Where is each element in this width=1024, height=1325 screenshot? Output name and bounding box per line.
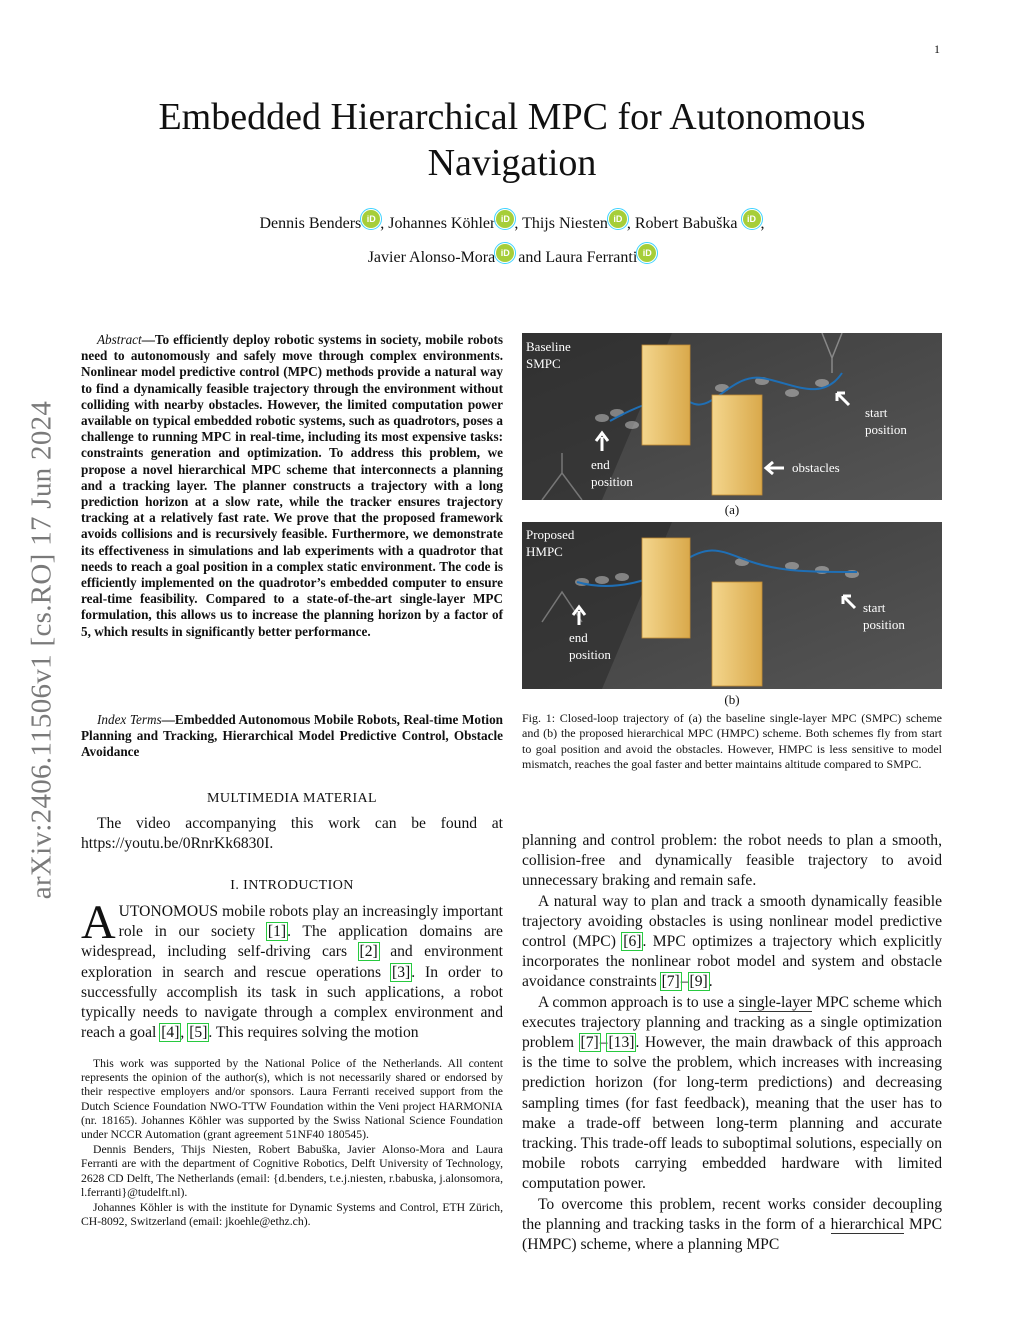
right-column-text: [522, 831, 942, 1255]
paragraph-text: MPC scheme which executes trajectory planning and tracking as a single optimization problem: [522, 993, 942, 1052]
abstract-text: —To efficiently deploy robotic systems in society, mobile robots need to autonomously and safely move through complex environments. Nonlinear model predictive control (MPC) methods provide a natural way to find a dynamically feasible trajectory through the environment without colliding with nearby obstacles. However, the limited computation power available on typical embedded robotic systems, such as quadrotors, poses a challenge to running MPC in real-time, including its most expensive tasks: constraints generation and optimization. To address this problem, we propose a novel hierarchical MPC scheme that interconnects a planning and a tracking layer. The planner constructs a trajectory with a long prediction horizon at a slow rate, while the tracker ensures trajectory tracking at a relatively fast rate. We prove that the proposed framework avoids collisions and is recursively feasible. Furthermore, we demonstrate its effectiveness in simulations and lab experiments with a quadrotor that needs to reach a goal position in a complex static environment. The code is efficiently implemented on the quadrotor’s embedded computer to ensure real-time feasibility. Compared to a state-of-the-art single-layer MPC formulation, this allows us to increase the planning horizon by a factor of 5, which results in significantly better performance.: [81, 332, 503, 639]
paragraph-text: A common approach is to use a: [538, 993, 739, 1011]
start-label-line-1: start: [865, 405, 888, 420]
index-terms-text: —Embedded Autonomous Mobile Robots, Real-time Motion Planning and Tracking, Hierarchical Model Predictive Control, Obstacle Avoidance: [81, 712, 503, 760]
underlined-term: single-layer: [738, 993, 813, 1011]
figure-b-tag-line-1: Proposed: [526, 527, 575, 542]
footnote-affiliation-eth: Johannes Köhler is with the institute for Dynamic Systems and Control, ETH Zürich, CH-8092, Switzerland (email: jkoehle@ethz.ch).: [81, 1201, 503, 1229]
page-number: 1: [934, 42, 940, 56]
author-name: Johannes Köhler: [388, 215, 496, 232]
figure-b-tag-line-2: HMPC: [526, 544, 563, 559]
figure-caption: Fig. 1: Closed-loop trajectory of (a) the baseline single-layer MPC (SMPC) scheme and (b) the proposed hierarchical MPC (HMPC) scheme. Both schemes fly from start to goal position and avoid the obstacles. However, HMPC is less sensitive to model mismatch, reaches the goal faster and better maintains altitude compared to SMPC.: [522, 711, 942, 771]
citation-link[interactable]: [13]: [608, 1034, 635, 1052]
paragraph: [522, 892, 942, 993]
paragraph-text: A natural way to plan and track a smooth dynamically feasible trajectory avoiding obstacles is using nonlinear model predictive control (MPC): [522, 892, 942, 951]
footnotes: [81, 1057, 503, 1230]
orcid-icon[interactable]: iD: [743, 210, 761, 228]
abstract: [81, 332, 503, 640]
orcid-icon[interactable]: iD: [362, 210, 380, 228]
intro-text: ,: [180, 1024, 189, 1042]
intro-text: UTONOMOUS mobile robots play an increasingly important role in our society: [118, 903, 503, 941]
start-label-line-2: position: [863, 617, 905, 632]
arxiv-sidebar: [10, 355, 74, 945]
citation-link[interactable]: [1]: [267, 923, 287, 941]
start-label-line-2: position: [865, 422, 907, 437]
introduction-paragraph: [81, 896, 503, 1043]
paragraph: planning and control problem: the robot needs to plan a smooth, collision-free and dynamically feasible trajectory to avoid unnecessary braking and remain safe.: [522, 832, 942, 890]
start-label-line-1: start: [863, 600, 886, 615]
underlined-term: hierarchical: [830, 1215, 905, 1233]
intro-text: . In order to successfully accomplish its task in such applications, a robot typically needs to navigate through a complex environment and reach a goal: [81, 963, 503, 1042]
orcid-icon[interactable]: iD: [496, 244, 514, 262]
paragraph-text: –: [680, 973, 689, 991]
citation-link[interactable]: [7]: [661, 973, 680, 991]
footnote-affiliation-delft: Dennis Benders, Thijs Niesten, Robert Babuška, Javier Alonso-Mora and Laura Ferranti are with the department of Cognitive Robotics, Delft University of Technology, 2628 CD Delft, The Netherlands (email: {d.benders, t.e.j.niesten, r.babuska, j.alonsomora, l.ferranti}@tudelft.nl).: [81, 1143, 503, 1199]
citation-link[interactable]: [9]: [689, 973, 708, 991]
end-label-line-2: position: [569, 647, 611, 662]
figure-a-tag-line-1: Baseline: [526, 339, 571, 354]
author-line-2: Javier Alonso-Mora iD and Laura Ferranti iD: [100, 244, 924, 269]
multimedia-heading: MULTIMEDIA MATERIAL: [206, 791, 378, 806]
paragraph-text: MPC (HMPC) scheme, where a planning MPC: [522, 1215, 942, 1254]
paragraph: [522, 1195, 942, 1256]
index-terms-label: Index Terms: [97, 712, 162, 727]
paper-title: [100, 94, 924, 186]
abstract-label: Abstract: [97, 332, 142, 347]
title-line-2: Navigation: [427, 142, 597, 184]
figure-1a-image: [522, 333, 942, 500]
citation-link[interactable]: [7]: [580, 1034, 599, 1052]
citation-link[interactable]: [5]: [189, 1024, 208, 1042]
end-label-line-1: end: [569, 630, 588, 645]
citation-link[interactable]: [3]: [392, 963, 411, 981]
paragraph: [522, 993, 942, 1195]
author-name: Robert Babuška: [634, 215, 738, 232]
citation-link[interactable]: [4]: [161, 1024, 180, 1042]
obstacles-label: obstacles: [792, 460, 840, 475]
figure-1b-label: (b): [724, 692, 740, 707]
end-label-line-2: position: [591, 474, 633, 489]
arxiv-identifier[interactable]: arXiv:2406.11506v1 [cs.RO] 17 Jun 2024: [25, 400, 58, 900]
index-terms: [81, 712, 503, 761]
orcid-icon[interactable]: iD: [609, 210, 627, 228]
end-label-line-1: end: [591, 457, 610, 472]
figure-1b-image: [522, 522, 942, 689]
intro-text: and environment exploration in search and rescue operations: [81, 943, 503, 981]
paragraph-text: –: [599, 1034, 608, 1052]
drop-cap: A: [81, 896, 116, 949]
figure-1a-label: (a): [724, 502, 740, 517]
orcid-icon[interactable]: iD: [496, 210, 514, 228]
author-name: Laura Ferranti: [545, 249, 638, 266]
author-name: Javier Alonso-Mora: [367, 249, 496, 266]
title-line-1: Embedded Hierarchical MPC for Autonomous: [158, 96, 866, 138]
paragraph-text: . However, the main drawback of this approach is the time to solve the problem, which increases with increasing prediction horizon (for long-term predictions) and decreasing sampling times (for fast feedback), meaning that the user has to make a trade-off between long-term planning and accurate tracking. This trade-off leads to suboptimal solutions, especially on mobile robots carrying embedded hardware with limited computation power.: [522, 1034, 942, 1193]
citation-link[interactable]: [2]: [359, 943, 378, 961]
author-line-1: Dennis Benders iD , Johannes Köhler iD , Thijs Niesten iD , Robert Babuška iD ,: [100, 210, 924, 235]
paragraph-text: . MPC optimizes a trajectory which explicitly incorporates the nonlinear robot model and system and obstacle avoidance constraints: [522, 933, 942, 991]
multimedia-text: The video accompanying this work can be found at https://youtu.be/0RnrKk6830I.: [81, 815, 503, 852]
orcid-icon[interactable]: iD: [638, 244, 656, 262]
paragraph-text: To overcome this problem, recent works consider decoupling the planning and tracking tasks in the form of a: [522, 1195, 942, 1233]
author-name: Thijs Niesten: [522, 215, 608, 232]
intro-text: . This requires solving the motion: [208, 1024, 419, 1042]
introduction-heading: I. INTRODUCTION: [230, 878, 354, 893]
author-name: Dennis Benders: [259, 215, 362, 232]
paragraph-text: .: [708, 973, 713, 991]
footnote-funding: This work was supported by the National Police of the Netherlands. All content represents the opinion of the author(s), which is not necessarily shared or endorsed by their respective employers and/or sponsors. Laura Ferranti received support from the Dutch Science Foundation NWO-TTW Foundation within the Veni project HARMONIA (nr. 18165). Johannes Köhler was supported by the Swiss National Science Foundation under NCCR Automation (grant agreement 51NF40 180545).: [81, 1057, 503, 1142]
figure-a-tag-line-2: SMPC: [526, 356, 561, 371]
intro-text: . The application domains are widespread, including self-driving cars: [81, 923, 503, 961]
citation-link[interactable]: [6]: [623, 933, 642, 951]
